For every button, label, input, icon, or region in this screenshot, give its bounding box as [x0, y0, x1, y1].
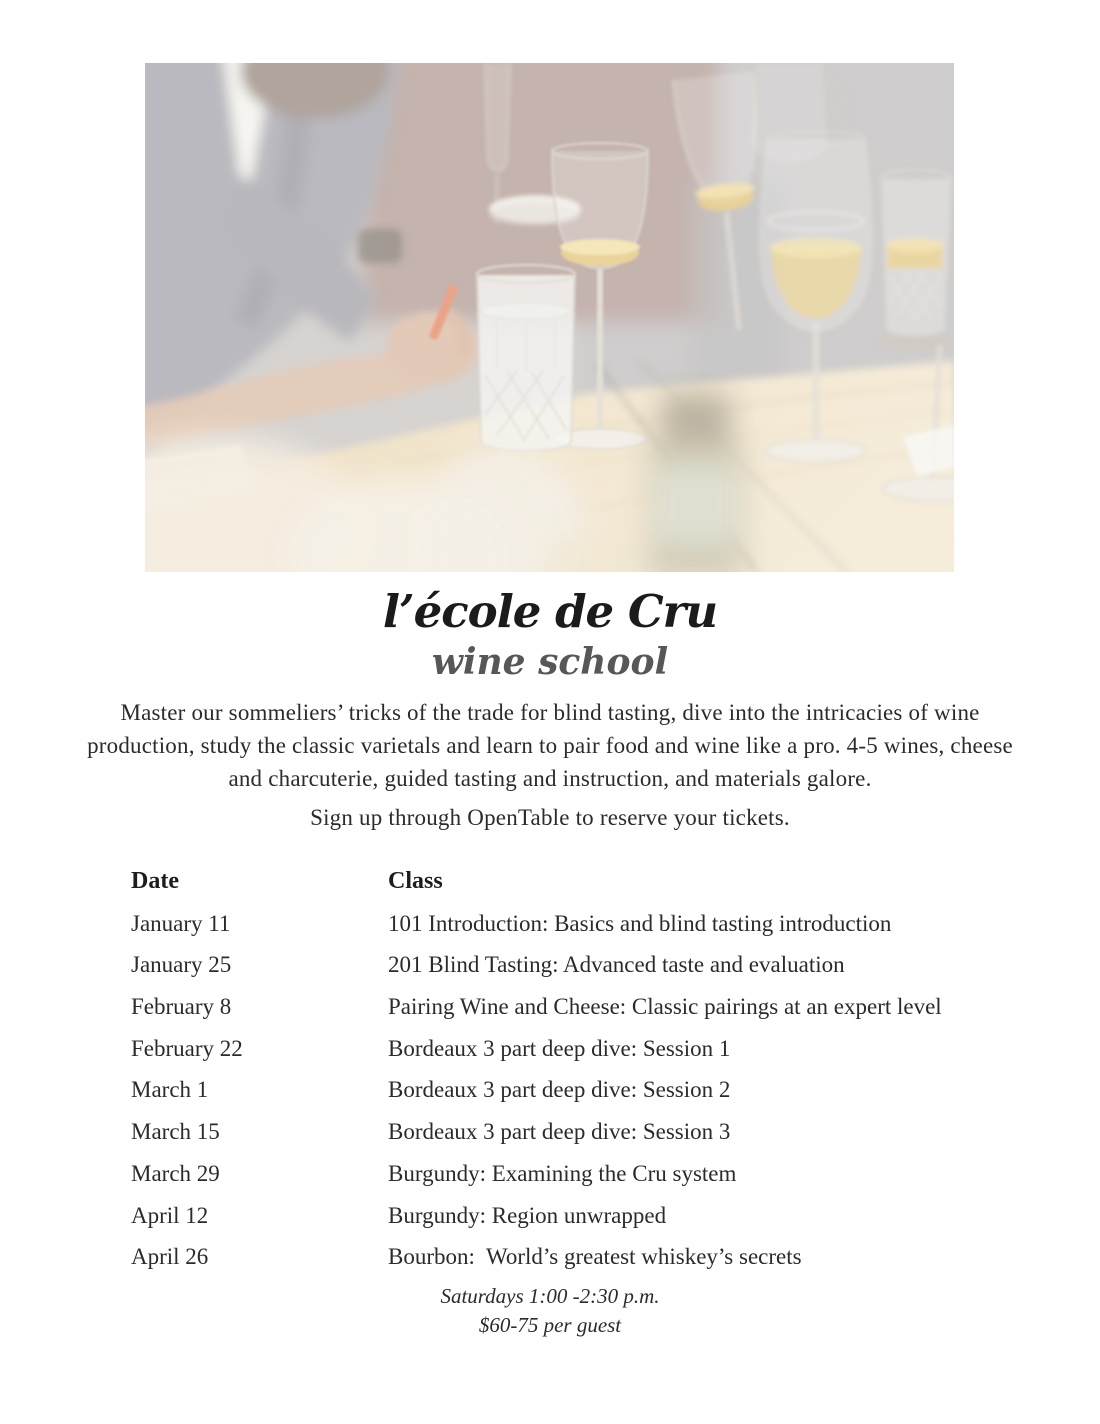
class-cell: Bordeaux 3 part deep dive: Session 1 — [388, 1035, 731, 1061]
description-paragraph: Master our sommeliers’ tricks of the trade for blind tasting, dive into the intricacies of wine production, study the classic varietals and learn to pair food and wine like a pro. 4-5 wines, cheese and charcuterie, guided tasting and instruction, and materials galore. — [87, 700, 1013, 791]
date-cell: March 15 — [131, 1119, 220, 1145]
table-row — [131, 1153, 1026, 1195]
table-row — [131, 1195, 1026, 1237]
table-row — [131, 903, 1026, 945]
table-row — [131, 1069, 1026, 1111]
footer-note — [0, 1282, 1100, 1340]
date-cell: February 8 — [131, 994, 232, 1020]
class-cell: Bourbon: World’s greatest whiskey’s secrets — [388, 1244, 802, 1270]
date-cell: January 11 — [131, 910, 231, 936]
class-cell: Burgundy: Examining the Cru system — [388, 1160, 737, 1186]
schedule-body — [131, 903, 1026, 1278]
date-cell: March 29 — [131, 1160, 220, 1186]
table-row — [131, 1028, 1026, 1070]
column-header-date: Date — [131, 868, 179, 894]
page-title: l’école de Cru — [382, 585, 718, 638]
table-row — [131, 1236, 1026, 1278]
signup-note: Sign up through OpenTable to reserve your tickets. — [310, 805, 790, 830]
page-subtitle: wine school — [431, 641, 669, 683]
class-cell: 201 Blind Tasting: Advanced taste and evaluation — [388, 952, 845, 978]
wine-tasting-photo-illustration — [145, 63, 954, 572]
date-cell: February 22 — [131, 1035, 243, 1061]
class-cell: 101 Introduction: Basics and blind tasting introduction — [388, 910, 892, 936]
date-cell: April 26 — [131, 1244, 209, 1270]
date-cell: April 12 — [131, 1202, 209, 1228]
footer-price: $60-75 per guest — [478, 1313, 622, 1337]
column-header-class: Class — [388, 868, 443, 894]
schedule-header-row — [131, 861, 1026, 903]
class-cell: Bordeaux 3 part deep dive: Session 3 — [388, 1119, 731, 1145]
footer-schedule-time: Saturdays 1:00 -2:30 p.m. — [440, 1284, 660, 1308]
table-row — [131, 986, 1026, 1028]
class-cell: Pairing Wine and Cheese: Classic pairings at an expert level — [388, 994, 942, 1020]
table-row — [131, 944, 1026, 986]
schedule-table — [131, 861, 1026, 1278]
table-row — [131, 1111, 1026, 1153]
date-cell: January 25 — [131, 952, 232, 978]
class-cell: Bordeaux 3 part deep dive: Session 2 — [388, 1077, 731, 1103]
hero-photo — [145, 63, 954, 572]
class-cell: Burgundy: Region unwrapped — [388, 1202, 667, 1228]
date-cell: March 1 — [131, 1077, 209, 1103]
